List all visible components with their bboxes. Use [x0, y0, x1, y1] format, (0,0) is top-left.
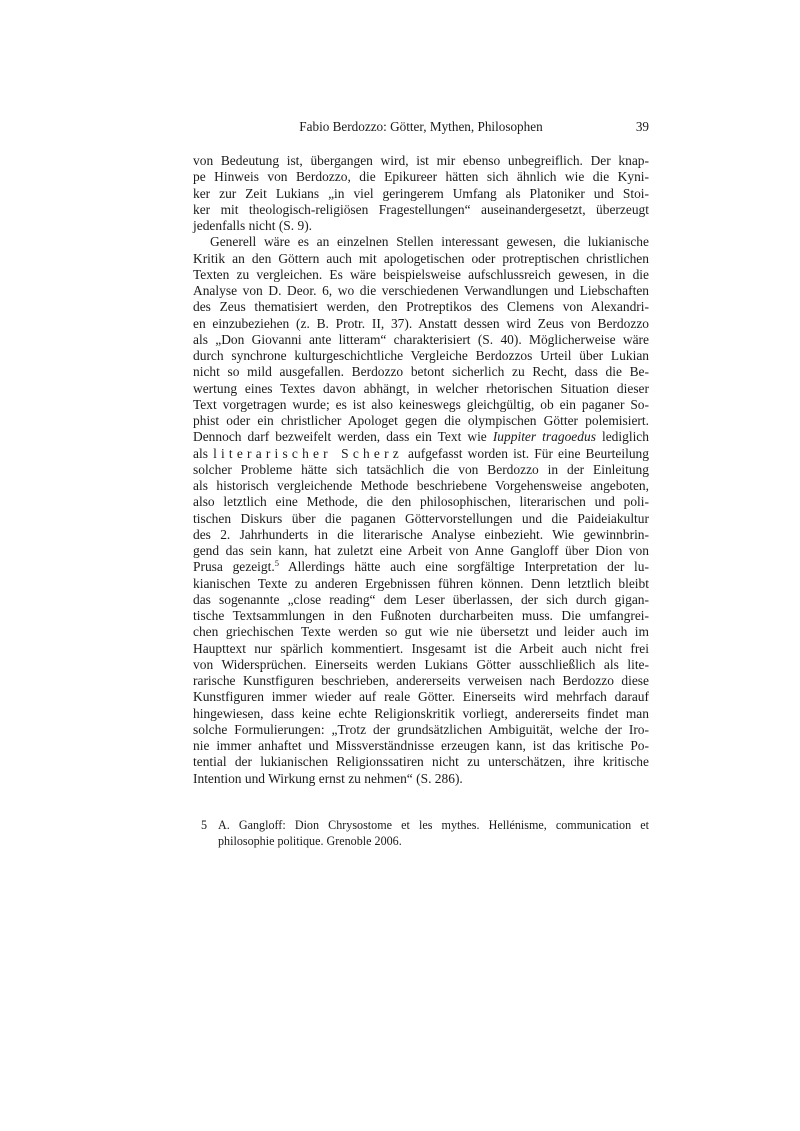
text-line: des Zeus thematisiert werden, den Protreptikos des Clemens von Alexandri- [193, 299, 649, 315]
text-line: von Widersprüchen. Einerseits werden Lukians Götter ausschließlich als lite- [193, 656, 649, 672]
text-line: ker mit theologisch-religiösen Fragestellungen“ auseinandergesetzt, überzeugt [193, 201, 649, 217]
text-run: aufgefasst worden ist. Für eine Beurteilung [402, 445, 649, 461]
text-line: von Bedeutung ist, übergangen wird, ist mir ebenso unbegreiflich. Der knap- [193, 153, 649, 168]
text-run: Dennoch darf bezweifelt werden, dass ein Text wie [193, 429, 493, 445]
text-line [193, 446, 649, 462]
text-line: solcher Probleme hätte sich tatsächlich die von Berdozzo in der Einleitung [193, 461, 649, 477]
footnote-line: A. Gangloff: Dion Chrysostome et les mythes. Hellénisme, communication et [218, 818, 649, 832]
text-line: Kunstfiguren immer wieder auf reale Götter. Einerseits wird mehrfach darauf [193, 689, 649, 705]
text-line: Generell wäre es an einzelnen Stellen interessant gewesen, die lukianische [210, 234, 649, 250]
paragraph-2 [193, 234, 649, 787]
running-head [193, 118, 649, 136]
text-run: Allerdings hätte auch eine sorgfältige Interpretation der lu- [278, 559, 649, 575]
body-text [193, 153, 649, 787]
page-number: 39 [635, 119, 649, 134]
text-line: hingewiesen, dass keine echte Religionskritik vorliegt, andererseits findet man [193, 705, 649, 721]
text-line: tische Textsammlungen in den Fußnoten durcharbeiten muss. Die umfangrei- [193, 608, 649, 623]
footnote-number: 5 [201, 818, 208, 832]
paragraph-1 [193, 153, 649, 234]
text-line: Kritik an den Göttern auch mit apologetischen oder protreptischen christlichen [193, 250, 649, 266]
text-line: wertung eines Textes davon abhängt, in welcher rhetorischen Situation dieser [193, 380, 649, 396]
running-title: Fabio Berdozzo: Götter, Mythen, Philosophen [299, 119, 543, 134]
text-run: Prusa gezeigt. [193, 559, 275, 575]
text-line: tential der lukianischen Religionssatiren nicht zu unterschätzen, ihre kritische [193, 754, 649, 770]
footnote-line: philosophie politique. Grenoble 2006. [218, 834, 402, 848]
text-line: durch synchrone kulturgeschichtliche Vergleiche Berdozzos Urteil über Lukian [193, 348, 649, 363]
text-line [193, 429, 649, 445]
text-line: Text vorgetragen wurde; es ist also keineswegs gleichgültig, ob ein paganer So- [193, 396, 649, 412]
text-line: Texten zu vergleichen. Es wäre beispielsweise aufschlussreich gewesen, in die [193, 266, 649, 282]
text-line: kianischen Texte zu anderen Ergebnissen führen können. Denn letztlich bleibt [193, 575, 649, 591]
text-line: ker zur Zeit Lukians „in viel geringerem Umfang als Platoniker und Stoi- [193, 185, 649, 201]
text-line: als historisch vergleichende Methode beschriebene Vorgehensweise angeboten, [193, 478, 649, 493]
text-line: solche Formulierungen: „Trotz der grundsätzlichen Ambiguität, welche der Iro- [193, 721, 649, 737]
text-line: Analyse von D. Deor. 6, wo die verschiedenen Verwandlungen und Liebschaften [193, 283, 649, 298]
text-line: nicht so mild ausgefallen. Berdozzo betont sicherlich zu Recht, dass die Be- [193, 364, 649, 380]
text-line: tischen Diskurs über die paganen Göttervorstellungen und die Paideiakultur [193, 510, 649, 526]
text-line: phist oder ein christlicher Apologet gegen die olympischen Götter polemisiert. [193, 413, 649, 428]
letterspaced-emphasis: literarischer Scherz [213, 445, 403, 461]
text-run: lediglich [595, 429, 649, 445]
text-line: jedenfalls nicht (S. 9). [193, 218, 313, 233]
footnote-reference[interactable]: 5 [274, 558, 279, 569]
text-line: das sogenannte „close reading“ dem Leser überlassen, der sich durch gigan- [193, 591, 649, 607]
text-line: en einzubeziehen (z. B. Protr. II, 37). Anstatt dessen wird Zeus von Berdozzo [193, 315, 649, 331]
text-line: Intention und Wirkung ernst zu nehmen“ (S. 286). [193, 770, 463, 786]
text-line: als „Don Giovanni ante litteram“ charakterisiert (S. 40). Möglicherweise wäre [193, 331, 649, 347]
text-line [193, 559, 649, 575]
text-line: also letztlich eine Methode, die den philosophischen, literarischen und poli- [193, 494, 649, 510]
text-line: chen griechischen Texte werden so gut wie nie übersetzt und leider auch im [193, 624, 649, 640]
text-line: rarische Kunstfiguren beschrieben, andererseits verweisen nach Berdozzo diese [193, 673, 649, 688]
text-line: nie immer anhaftet und Missverständnisse erzeugen kann, ist das kritische Po- [193, 738, 649, 753]
text-line: gend das sein kann, hat zuletzt eine Arbeit von Anne Gangloff über Dion von [193, 543, 649, 558]
footnotes [193, 817, 649, 849]
text-line: pe Hinweis von Berdozzo, die Epikureer hätten sich ähnlich wie die Kyni- [193, 169, 649, 185]
text-line: Haupttext nur spärlich kommentiert. Insgesamt ist die Arbeit auch nicht frei [193, 640, 649, 656]
footnote [193, 817, 649, 849]
text-run: als [193, 445, 214, 461]
work-title-italic: Iuppiter tragoedus [492, 429, 596, 445]
text-line: des 2. Jahrhunderts in die literarische Analyse einbezieht. Wie gewinnbrin- [193, 526, 649, 542]
